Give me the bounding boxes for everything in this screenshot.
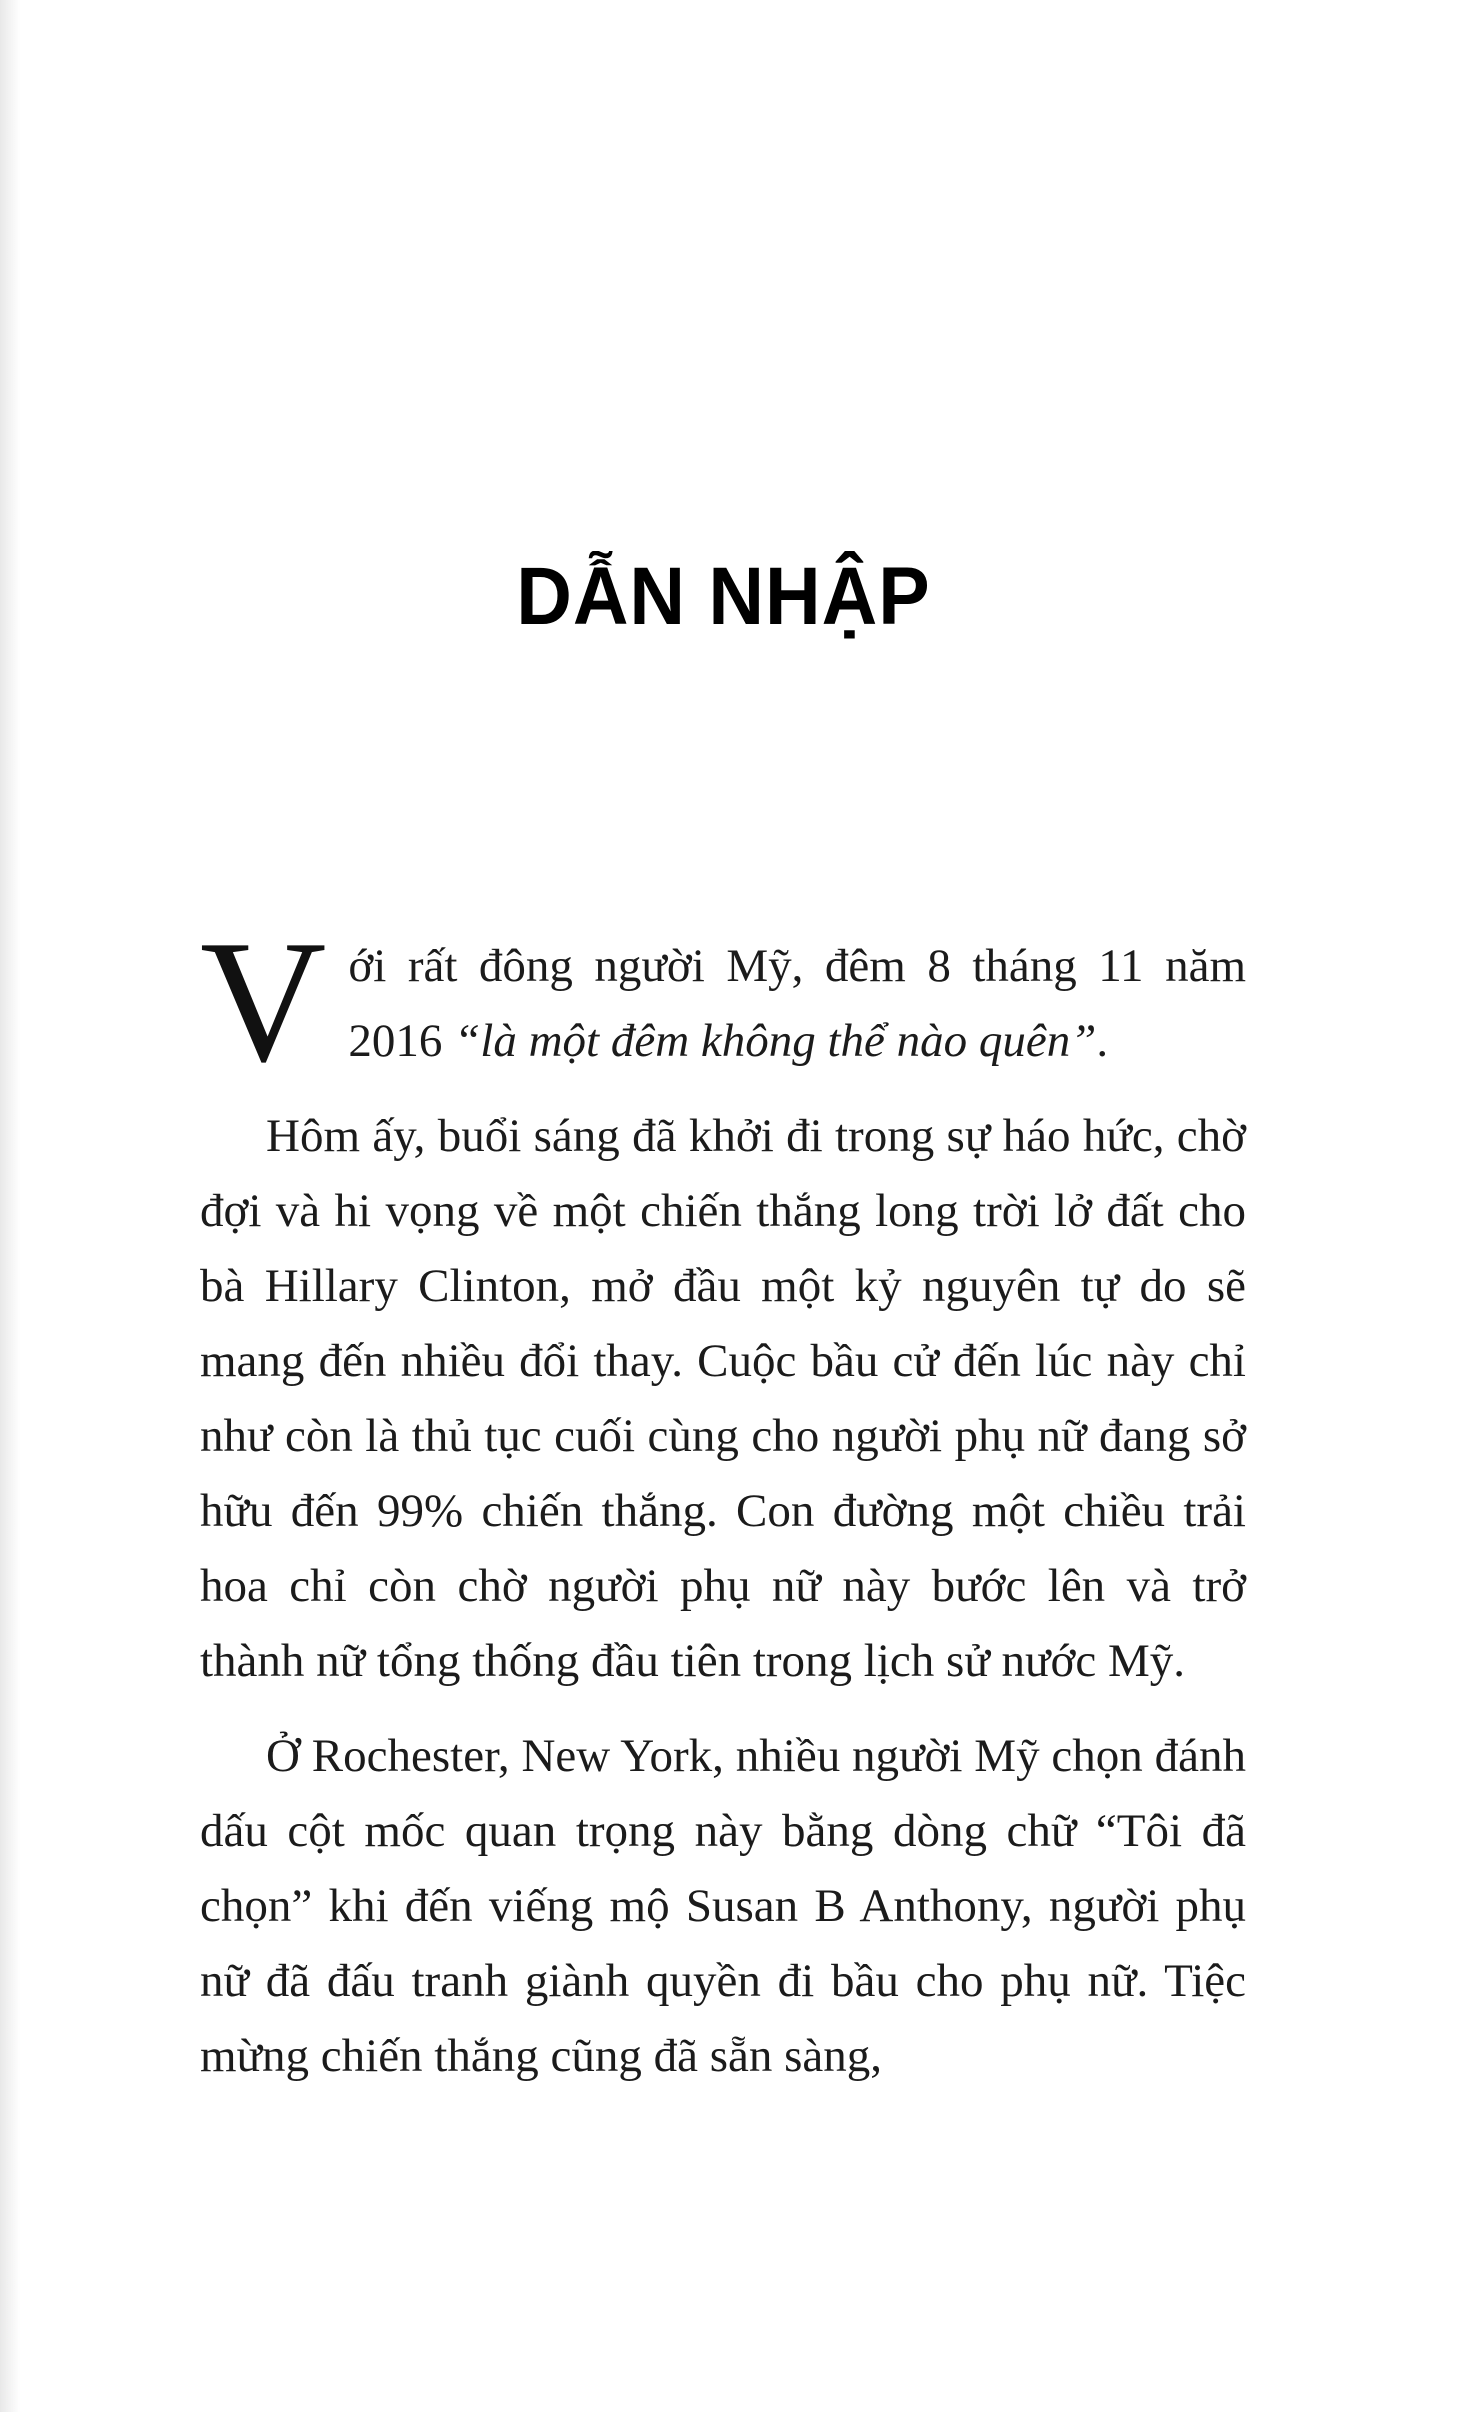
intro-quote: “là một đêm không thể nào quên” bbox=[454, 1015, 1097, 1067]
page-left-shadow bbox=[0, 0, 20, 2412]
intro-paragraph bbox=[200, 904, 1246, 1098]
chapter-heading bbox=[200, 550, 1246, 644]
paragraph: Hôm ấy, buổi sáng đã khởi đi trong sự háo hức, chờ đợi và hi vọng về một chiến thắng long trời lở đất cho bà Hillary Clinton, mở đầu một kỷ nguyên tự do sẽ mang đến nhiều đổi thay. Cuộc bầu cử đến lúc này chỉ như còn là thủ tục cuối cùng cho người phụ nữ đang sở hữu đến 99% chiến thắng. Con đường một chiều trải hoa chỉ còn chờ người phụ nữ này bước lên và trở thành nữ tổng thống đầu tiên trong lịch sử nước Mỹ. bbox=[200, 1110, 1246, 1687]
body-text bbox=[200, 904, 1246, 2094]
intro-text: ới rất đông người Mỹ, đêm 8 tháng 11 năm 2016 bbox=[348, 940, 1246, 1067]
chapter-heading-text: DẪN NHẬP bbox=[515, 551, 931, 642]
paragraph: Ở Rochester, New York, nhiều người Mỹ chọn đánh dấu cột mốc quan trọng này bằng dòng chữ “Tôi đã chọn” khi đến viếng mộ Susan B Anthony, người phụ nữ đã đấu tranh giành quyền đi bầu cho phụ nữ. Tiệc mừng chiến thắng cũng đã sẵn sàng, bbox=[200, 1730, 1246, 2082]
drop-cap: V bbox=[200, 904, 327, 1098]
page-content bbox=[200, 550, 1246, 2114]
intro-period: . bbox=[1096, 1015, 1109, 1067]
